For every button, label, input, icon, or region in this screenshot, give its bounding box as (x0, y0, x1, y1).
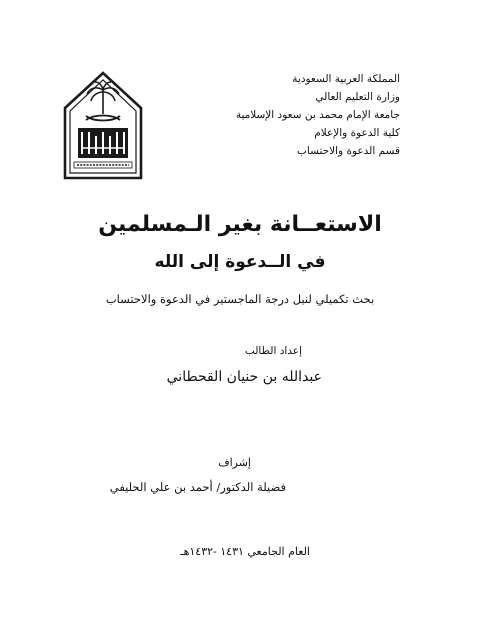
supervisor-name: فضيلة الدكتور/ أحمد بن علي الحليفي (109, 480, 286, 494)
header-line-ministry: وزارة التعليم العالي (315, 91, 400, 103)
preparer-label: إعداد الطالب (244, 345, 302, 357)
author-name: عبدالله بن حنيان القحطاني (166, 369, 322, 385)
thesis-subtitle: في الــدعوة إلى الله (154, 252, 326, 272)
header-line-kingdom: المملكة العربية السعودية (292, 73, 400, 85)
header-line-department: قسم الدعوة والاحتساب (297, 145, 400, 157)
header-line-college: كلية الدعوة والإعلام (314, 127, 400, 139)
supervision-label: إشراف (218, 456, 251, 469)
degree-statement: بحث تكميلي لنيل درجة الماجستير في الدعوة والاحتساب (105, 292, 375, 306)
thesis-title: الاستعــانة بغير الـمسلمين (98, 212, 382, 237)
institution-header (190, 70, 400, 160)
academic-year: العام الجامعي ١٤٣١ -١٤٣٢هـ (180, 545, 310, 558)
header-line-university: جامعة الإمام محمد بن سعود الإسلامية (235, 109, 400, 121)
university-emblem-icon (62, 70, 144, 180)
